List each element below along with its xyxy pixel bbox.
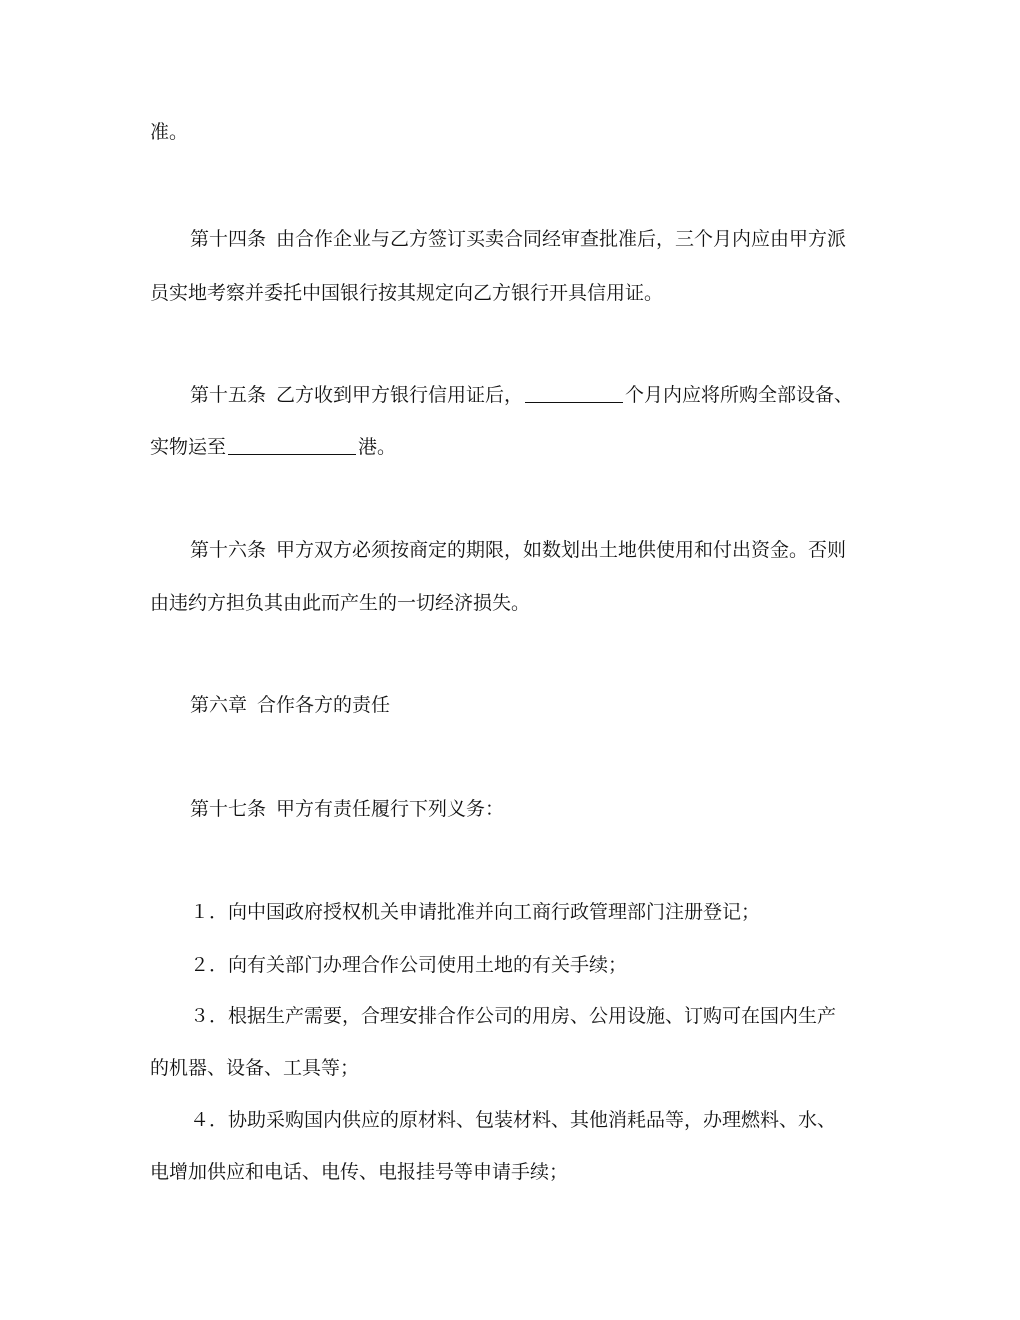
list-item-text: １．向中国政府授权机关申请批准并向工商行政管理部门注册登记；	[190, 901, 761, 923]
article-text: 实物运至	[150, 436, 227, 458]
list-item-text: ３．根据生产需要，合理安排合作公司的用房、公用设施、订购可在国内生产	[190, 1005, 837, 1027]
article-text: 乙方收到甲方银行信用证后，	[276, 384, 524, 406]
list-item-text: 电增加供应和电话、电传、电报挂号等申请手续；	[150, 1161, 569, 1183]
list-item-2	[0, 950, 1020, 980]
line-text: 准。	[150, 121, 189, 143]
article-text: 甲方有责任履行下列义务：	[276, 798, 505, 820]
fill-in-blank	[228, 436, 356, 455]
list-item-text: ４．协助采购国内供应的原材料、包装材料、其他消耗品等，办理燃料、水、	[190, 1109, 837, 1131]
article-15-line-1	[0, 380, 1020, 410]
article-text: 员实地考察并委托中国银行按其规定向乙方银行开具信用证。	[150, 282, 664, 304]
article-text: 个月内应将所购全部设备、	[625, 384, 854, 406]
article-title: 第十四条	[190, 228, 267, 250]
list-item-4-line-2	[0, 1157, 1020, 1187]
article-16-line-2	[0, 588, 1020, 618]
list-item-3-line-2	[0, 1053, 1020, 1083]
article-title: 第十六条	[190, 539, 267, 561]
article-15-line-2	[0, 432, 1020, 462]
text-line	[0, 117, 1020, 147]
article-14-line-2	[0, 278, 1020, 308]
list-item-text: ２．向有关部门办理合作公司使用土地的有关手续；	[190, 954, 628, 976]
article-17-line-1	[0, 794, 1020, 824]
article-14-line-1	[0, 224, 1020, 254]
list-item-4-line-1	[0, 1105, 1020, 1135]
article-16-line-1	[0, 535, 1020, 565]
chapter-title: 第六章	[190, 694, 248, 716]
article-text: 甲方双方必须按商定的期限，如数划出土地供使用和付出资金。否则	[276, 539, 847, 561]
list-item-1	[0, 897, 1020, 927]
chapter-name: 合作各方的责任	[257, 694, 391, 716]
article-text: 港。	[358, 436, 397, 458]
article-text: 由合作企业与乙方签订买卖合同经审查批准后，三个月内应由甲方派	[276, 228, 847, 250]
chapter-6-heading	[0, 690, 1020, 720]
article-title: 第十七条	[190, 798, 267, 820]
fill-in-blank	[525, 384, 623, 403]
article-text: 由违约方担负其由此而产生的一切经济损失。	[150, 592, 531, 614]
list-item-text: 的机器、设备、工具等；	[150, 1057, 360, 1079]
list-item-3-line-1	[0, 1001, 1020, 1031]
article-title: 第十五条	[190, 384, 267, 406]
